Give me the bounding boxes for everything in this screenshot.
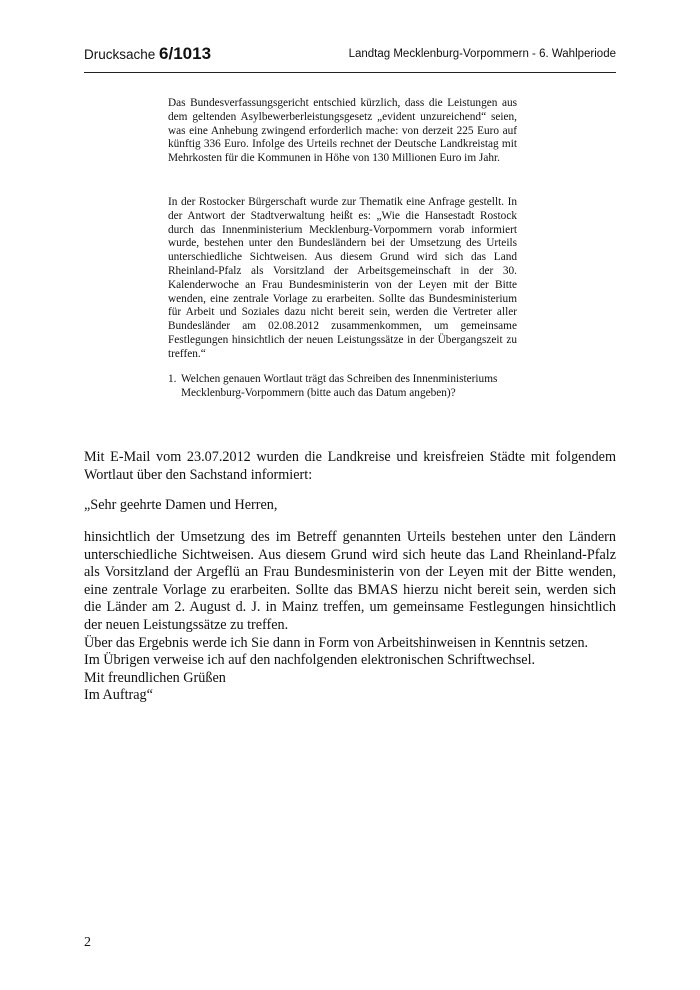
page-header xyxy=(84,42,616,73)
document-number-value: 6/1013 xyxy=(159,44,212,63)
parliament-title: Landtag Mecklenburg-Vorpommern - 6. Wahlperiode xyxy=(348,48,616,60)
quote-paragraph-2: In der Rostocker Bürgerschaft wurde zur Thematik eine Anfrage gestellt. In der Antwort der Stadtverwaltung heißt es: „Wie die Hansestadt Rostock durch das Innenministerium Mecklenburg-Vorpommern vorab informiert wurde, bestehen unter den Bundesländern bei der Umsetzung des Urteils unterschiedliche Sichtweisen. Aus diesem Grund wird sich das Land Rheinland-Pfalz als Vorsitzland der Arbeitsgemeinschaft in der 30. Kalenderwoche an Frau Bundesministerin von der Leyen mit der Bitte wenden, eine zentrale Vorlage zu erarbeiten. Sollte das Bundesministerium für Arbeit und Soziales dazu nicht bereit sein, werden die Vertreter aller Bundesländer am 02.08.2012 zusammenkommen, um gemeinsame Festlegungen hinsichtlich der neuen Leistungssätze in der Übergangszeit zu treffen.“ xyxy=(168,196,517,360)
answer-intro: Mit E-Mail vom 23.07.2012 wurden die Landkreise und kreisfreien Städte mit folgendem Wortlaut über den Sachstand informiert: xyxy=(84,449,616,483)
page-number: 2 xyxy=(84,935,91,950)
letter-paragraph: hinsichtlich der Umsetzung des im Betreff genannten Urteils bestehen unter den Ländern unterschiedliche Sichtweisen. Aus diesem Grund wird sich heute das Land Rheinland-Pfalz als Vorsitzland der Argeflü an Frau Bundesministerin von der Leyen mit der Bitte wenden, eine zentrale Vorlage zu erarbeiten. Sollte das BMAS hierzu nicht bereit sein, werden sich die Länder am 2. August d. J. in Mainz treffen, um gemeinsame Festlegungen hinsichtlich der neuen Leistungssätze zu treffen. xyxy=(84,529,616,633)
question-item xyxy=(168,373,517,401)
document-number xyxy=(84,44,211,64)
quote-paragraph-1: Das Bundesverfassungsgericht entschied kürzlich, dass die Leistungen aus dem geltenden Asylbewerberleistungsgesetz „evident unzureichend“ seien, was eine Anhebung zwingend erforderlich mache: von derzeit 225 Euro auf künftig 336 Euro. Infolge des Urteils rechnet der Deutsche Landkreistag mit Mehrkosten für die Kommunen in Höhe von 130 Millionen Euro im Jahr. xyxy=(168,97,517,165)
letter-body xyxy=(84,529,616,705)
document-label: Drucksache xyxy=(84,47,156,62)
letter-refer-line: Im Übrigen verweise ich auf den nachfolgenden elektronischen Schriftwechsel. xyxy=(84,652,536,669)
question-text: Welchen genauen Wortlaut trägt das Schreiben des Innenministeriums Mecklenburg-Vorpommern (bitte auch das Datum angeben)? xyxy=(181,373,498,399)
letter-salutation: „Sehr geehrte Damen und Herren, xyxy=(84,497,278,513)
letter-signature: Im Auftrag“ xyxy=(84,687,153,704)
question-number: 1. xyxy=(168,373,177,385)
letter-closing: Mit freundlichen Grüßen xyxy=(84,669,226,686)
letter-result-line: Über das Ergebnis werde ich Sie dann in Form von Arbeitshinweisen in Kenntnis setzen. xyxy=(84,634,589,651)
